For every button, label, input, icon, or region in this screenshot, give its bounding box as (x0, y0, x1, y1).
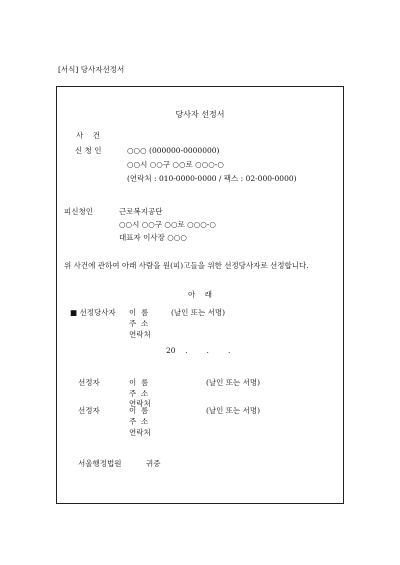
case-label: 사 건 (76, 131, 101, 140)
designee-label: ■ 선정당사자 (70, 308, 116, 317)
applicant-label: 신 청 인 (75, 146, 102, 155)
below-heading: 아 래 (187, 290, 213, 299)
designee-seal-note: (날인 또는 서명) (171, 308, 226, 317)
applicant-contact: (연락처 : 010-0000-0000 / 팩스 : 02-000-0000) (127, 174, 297, 183)
respondent-address: ○○시 ○○구 ○○로 ○○○-○ (119, 220, 216, 229)
respondent-name: 근로복지공단 (119, 207, 163, 216)
applicant-address: ○○시 ○○구 ○○로 ○○○-○ (127, 160, 224, 169)
date-line: 20 . . . (166, 346, 231, 355)
court-name: 서울행정법원 (78, 459, 122, 468)
document-title: 당사자 선정서 (175, 110, 225, 119)
selector-1-address-field: 주 소 (129, 389, 149, 398)
applicant-name: ○○○ (000000-0000000) (127, 146, 220, 155)
selector-1-name-field: 이 름 (129, 378, 149, 387)
selector-2-name-field: 이 름 (129, 406, 149, 415)
selector-2-address-field: 주 소 (129, 417, 149, 426)
designee-contact-field: 연락처 (129, 330, 151, 339)
selector-1-contact-field: 연락처 (129, 399, 151, 408)
form-header-label: [서식] 당사자선정서 (58, 65, 125, 74)
court-addressee: 귀중 (146, 459, 161, 468)
selection-statement: 위 사건에 관하여 아래 사람을 원(피)고들을 위한 선정당사자로 선정합니다. (64, 261, 309, 270)
selector-2-seal-note: (날인 또는 서명) (206, 406, 261, 415)
respondent-label: 피신청인 (64, 207, 93, 216)
selector-1-seal-note: (날인 또는 서명) (206, 378, 261, 387)
respondent-representative: 대표자 이사장 ○○○ (119, 233, 187, 242)
selector-2-contact-field: 연락처 (129, 428, 151, 437)
selector-2-label: 선정자 (78, 406, 100, 415)
selector-1-label: 선정자 (78, 378, 100, 387)
designee-name-field: 이 름 (129, 308, 149, 317)
designee-address-field: 주 소 (129, 319, 149, 328)
